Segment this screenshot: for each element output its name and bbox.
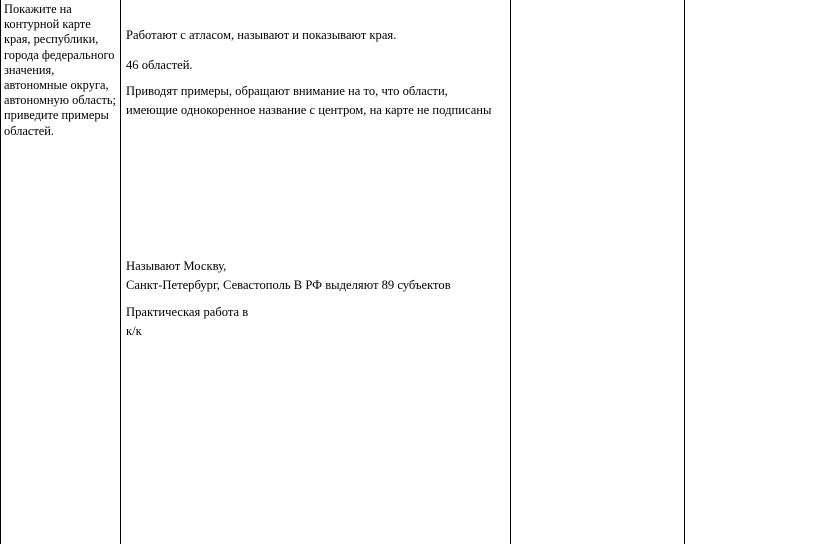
activity-paragraph-regions-count: 46 областей. (126, 58, 193, 72)
table-left-border (0, 0, 1, 544)
task-cell-text: Покажите на контурной карте края, республики, города федерального значения, автономные округа, автономную область; приведите примеры областей. (4, 2, 116, 138)
activity-paragraph-examples: Приводят примеры, обращают внимание на то, что области, имеющие однокоренное название с центром, на карте не подписаны (126, 84, 492, 117)
activity-paragraph-atlas: Работают с атласом, называют и показывают края. (126, 28, 397, 42)
activity-paragraph-cities: Называют Москву, Санкт-Петербург, Севастополь В РФ выделяют 89 субъектов (126, 259, 451, 292)
empty-cell-1 (511, 0, 684, 544)
empty-cell-2 (685, 0, 816, 544)
activity-paragraph-practical-work: Практическая работа в к/к (126, 305, 249, 338)
column-divider-1 (120, 0, 121, 544)
